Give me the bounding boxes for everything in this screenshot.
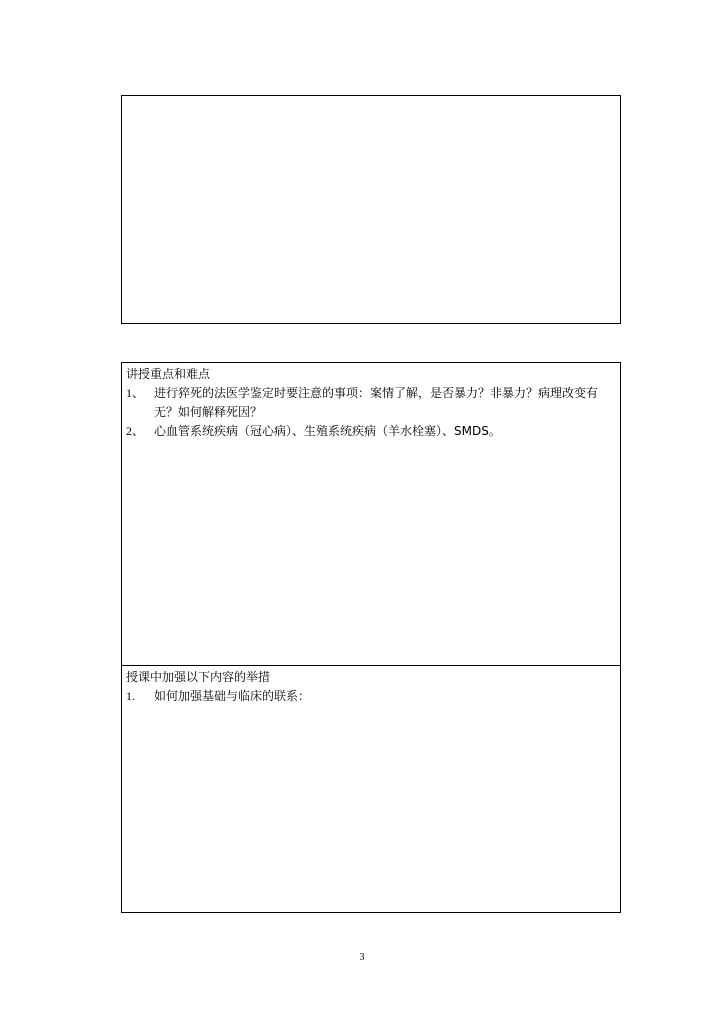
- list-item-text: 心血管系统疾病（冠心病）、生殖系统疾病（羊水栓塞）、SMDS。: [154, 424, 501, 438]
- key-points-heading: 讲授重点和难点: [126, 367, 211, 381]
- list-item-number: 2、: [126, 424, 145, 438]
- empty-table-box: [121, 95, 621, 324]
- list-item: [126, 422, 616, 441]
- list-item-number: 1.: [126, 689, 135, 703]
- list-item: [126, 384, 616, 422]
- measures-cell: [122, 666, 620, 912]
- key-points-cell: [122, 363, 620, 666]
- list-item-number: 1、: [126, 386, 145, 400]
- measures-heading: 授课中加强以下内容的举措: [126, 670, 271, 684]
- list-item-text: 进行猝死的法医学鉴定时要注意的事项：案情了解，是否暴力？非暴力？病理改变有无？如何解释死因？: [154, 386, 599, 419]
- list-item-text: 如何加强基础与临床的联系：: [154, 689, 311, 703]
- list-item: [126, 687, 616, 706]
- teaching-plan-table: [121, 362, 621, 913]
- page-number: 3: [359, 952, 365, 963]
